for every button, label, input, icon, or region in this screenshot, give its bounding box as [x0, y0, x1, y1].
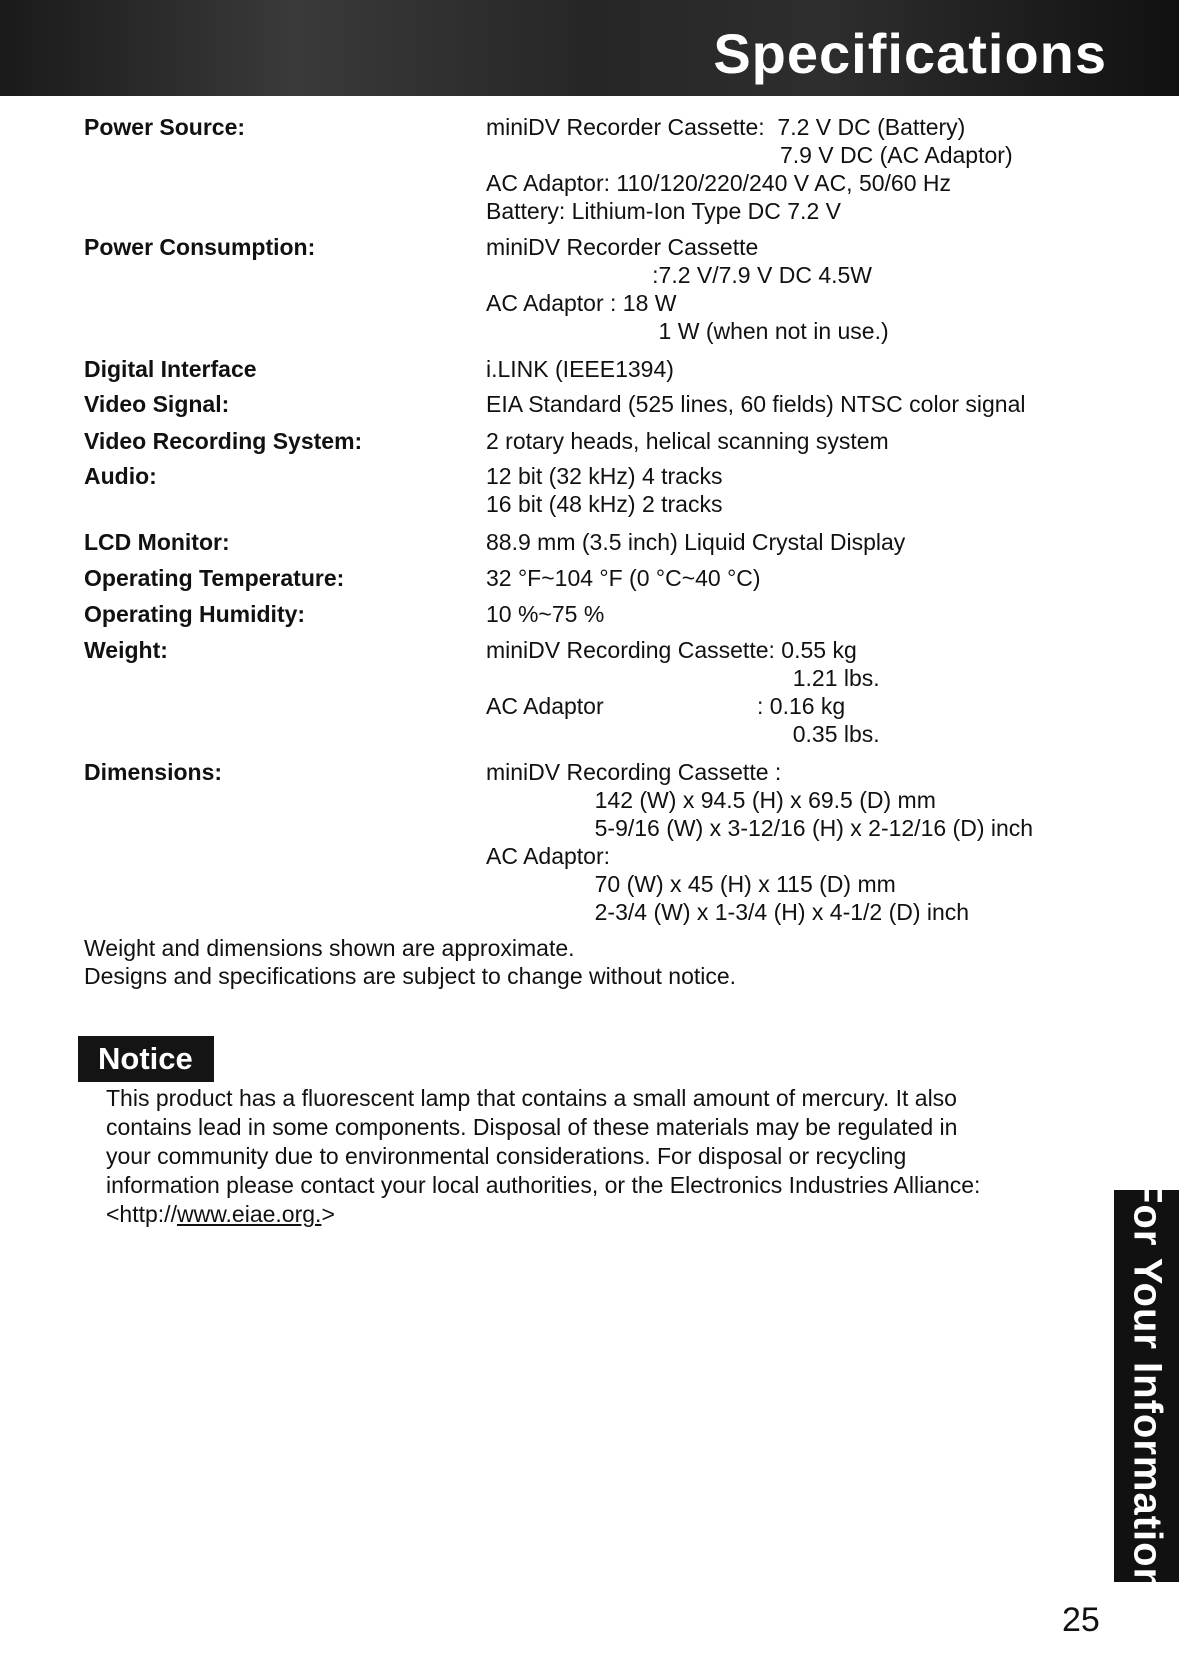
spec-label: Operating Humidity: — [84, 601, 306, 627]
notice-heading-box — [78, 1036, 214, 1082]
spec-values — [486, 113, 1013, 225]
spec-value-line: miniDV Recording Cassette : — [486, 759, 782, 785]
spec-label: Power Consumption: — [84, 234, 316, 260]
spec-label: Video Signal: — [84, 391, 230, 417]
notice-line: contains lead in some components. Disposal of these materials may be regulated in — [106, 1114, 958, 1140]
header-banner — [0, 0, 1179, 96]
spec-value-line: Battery: Lithium-Ion Type DC 7.2 V — [486, 198, 841, 224]
link-prefix: <http:// — [106, 1201, 177, 1227]
spec-values — [486, 462, 722, 518]
note-approximate: Weight and dimensions shown are approximate. — [84, 935, 575, 961]
spec-value-line: miniDV Recorder Cassette: 7.2 V DC (Battery) — [486, 114, 966, 140]
spec-values — [486, 528, 905, 556]
spec-values — [486, 355, 674, 383]
spec-value-line: 1.21 lbs. — [486, 665, 880, 691]
notice-link-line — [106, 1200, 1106, 1229]
spec-label: Video Recording System: — [84, 428, 363, 454]
spec-values — [486, 600, 604, 628]
spec-values — [486, 390, 1026, 418]
notice-line: information please contact your local authorities, or the Electronics Industries Alliance: — [106, 1172, 981, 1198]
link-suffix: > — [321, 1201, 335, 1227]
note-subject-to-change: Designs and specifications are subject to change without notice. — [84, 963, 737, 989]
spec-value-line: AC Adaptor : 18 W — [486, 290, 677, 316]
spec-value-line: 70 (W) x 45 (H) x 115 (D) mm — [486, 871, 896, 897]
eiae-link[interactable]: www.eiae.org. — [176, 1201, 322, 1227]
spec-value-line: :7.2 V/7.9 V DC 4.5W — [486, 262, 873, 288]
spec-values — [486, 636, 880, 748]
spec-value-line: 12 bit (32 kHz) 4 tracks — [486, 463, 723, 489]
spec-value-line: 1 W (when not in use.) — [486, 318, 889, 344]
spec-value-line: EIA Standard (525 lines, 60 fields) NTSC color signal — [486, 391, 1026, 417]
spec-value-line: 16 bit (48 kHz) 2 tracks — [486, 491, 723, 517]
spec-value-line: i.LINK (IEEE1394) — [486, 356, 674, 382]
spec-values — [486, 427, 889, 455]
spec-value-line: 5-9/16 (W) x 3-12/16 (H) x 2-12/16 (D) inch — [486, 815, 1034, 841]
spec-values — [486, 233, 889, 345]
spec-value-line: miniDV Recording Cassette: 0.55 kg — [486, 637, 857, 663]
spec-value-line: 32 °F~104 °F (0 °C~40 °C) — [486, 565, 761, 591]
spec-value-line: AC Adaptor: — [486, 843, 611, 869]
spec-label: Dimensions: — [84, 759, 223, 785]
spec-label: Digital Interface — [84, 356, 257, 382]
notice-line: This product has a fluorescent lamp that contains a small amount of mercury. It also — [106, 1085, 957, 1111]
page-title: Specifications — [713, 22, 1107, 85]
spec-value-line: 0.35 lbs. — [486, 721, 880, 747]
spec-values — [486, 564, 761, 592]
spec-value-line: 10 %~75 % — [486, 601, 605, 627]
spec-value-line: 88.9 mm (3.5 inch) Liquid Crystal Display — [486, 529, 906, 555]
spec-value-line: 142 (W) x 94.5 (H) x 69.5 (D) mm — [486, 787, 936, 813]
spec-value-line: AC Adaptor : 0.16 kg — [486, 693, 846, 719]
spec-label: Power Source: — [84, 114, 246, 140]
spec-value-line: miniDV Recorder Cassette — [486, 234, 759, 260]
notice-paragraph — [106, 1084, 1106, 1229]
spec-label: Operating Temperature: — [84, 565, 345, 591]
spec-values — [486, 758, 1033, 926]
side-tab-label: For Your Information — [1125, 1178, 1169, 1594]
notice-heading: Notice — [98, 1041, 193, 1076]
side-section-tab — [1114, 1178, 1179, 1594]
spec-label: Weight: — [84, 637, 168, 663]
spec-label: LCD Monitor: — [84, 529, 230, 555]
notice-line: your community due to environmental considerations. For disposal or recycling — [106, 1143, 907, 1169]
spec-value-line: AC Adaptor: 110/120/220/240 V AC, 50/60 Hz — [486, 170, 952, 196]
page-number: 25 — [1062, 1601, 1100, 1639]
spec-label: Audio: — [84, 463, 157, 489]
spec-value-line: 7.9 V DC (AC Adaptor) — [486, 142, 1013, 168]
spec-value-line: 2 rotary heads, helical scanning system — [486, 428, 889, 454]
spec-value-line: 2-3/4 (W) x 1-3/4 (H) x 4-1/2 (D) inch — [486, 899, 970, 925]
